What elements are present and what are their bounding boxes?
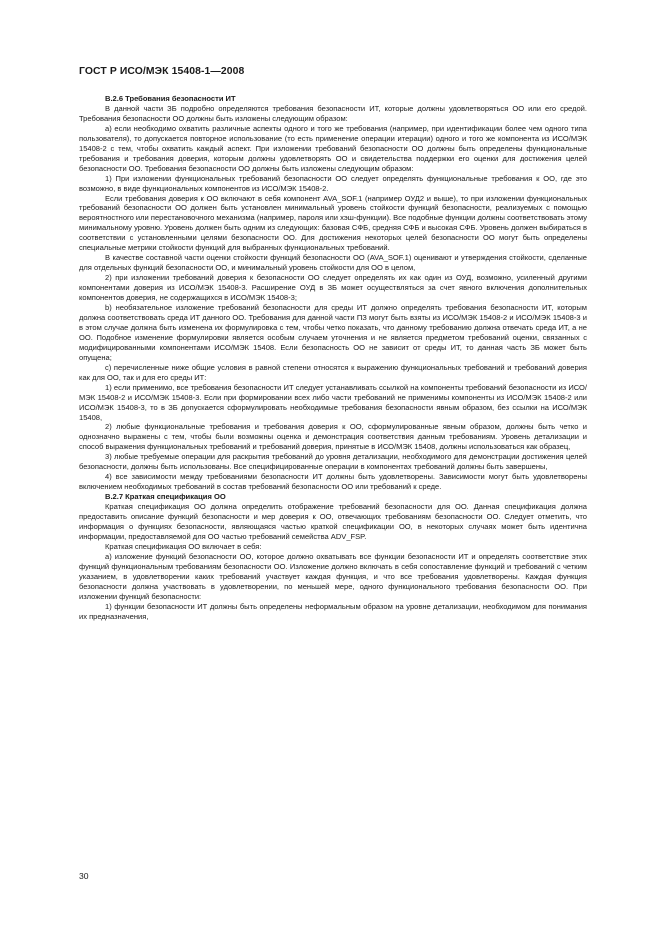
- paragraph: В качестве составной части оценки стойкости функций безопасности ОО (AVA_SOF.1) оценивают и утверждения стойкости, сделанные для отдельных функций безопасности ОО, и минимальный уровень стойкости для ОО в целом,: [79, 253, 587, 273]
- section-heading: B.2.7 Краткая спецификация ОО: [105, 492, 226, 502]
- paragraph: 1) функции безопасности ИТ должны быть определены неформальным образом на уровне детализации, необходимом для понимания их предназначения,: [79, 601, 587, 621]
- paragraph: Краткая спецификация ОО должна определить отображение требований безопасности для ОО. Данная спецификация должна предоставить описание функций безопасности и мер доверия к ОО, отвечающих требованиям безопасности ОО. Следует отметить, что информация о функциях безопасности, являющаяся частью краткой спецификации ОО, в некоторых случаях может быть идентична информации, предоставляемой для ОО частью требований семейства ADV_FSP.: [79, 502, 587, 541]
- paragraph: 1) При изложении функциональных требований безопасности ОО следует определять функциональные требования к ОО, где это возможно, в виде функциональных компонентов из ИСО/МЭК 15408-2.: [79, 173, 587, 193]
- page-number: 30: [79, 871, 89, 881]
- paragraph: b) необязательное изложение требований безопасности для среды ИТ должно определять требования безопасности ИТ, которым должна соответствовать среда ИТ данного ОО. Требования для данной части ПЗ могут быть взяты из ИСО/МЭК 15408-2 и ИСО/МЭК 15408-3 и в этом случае должна быть изменена их формулировка с тем, чтобы четко показать, что данному требованию должна отвечать среда ИТ, а не ОО. Подобное изменение формулировки является особым случаем уточнения и не является предметом требований оценки, связанных с модифицированными компонентами ИСО/МЭК 15408. Если безопасность ОО не зависит от среды ИТ, то данная часть ЗБ может быть опущена;: [79, 303, 587, 362]
- paragraph: 2) любые функциональные требования и требования доверия к ОО, сформулированные явным образом, должны быть четко и однозначно выражены с тем, чтобы были возможны оценка и демонстрация соответствия данным требованиям. Уровень детализации и способ выражения функциональных требований и требований доверия, принятые в ИСО/МЭК 15408, должны использоваться как образец,: [79, 422, 587, 452]
- section-heading: B.2.6 Требования безопасности ИТ: [105, 94, 236, 103]
- paragraph: а) если необходимо охватить различные аспекты одного и того же требования (например, при идентификации более чем одного типа пользователя), то допускается повторное использование (то есть применение операции итерации) одного и того же компонента из ИСО/МЭК 15408-2 с тем, чтобы охватить каждый аспект. При изложении требований безопасности ОО должны быть определены функциональные требования и требования доверия, которым должны удовлетворять ОО и свидетельства поддержки его оценки для достижения целей безопасности ОО. Требования безопасности ОО должны быть изложены следующим образом:: [79, 123, 587, 173]
- paragraph: В данной части ЗБ подробно определяются требования безопасности ИТ, которые должны удовлетворяться ОО или его средой. Требования безопасности ОО должны быть изложены следующим образом:: [79, 103, 587, 123]
- paragraph: 3) любые требуемые операции для раскрытия требований до уровня детализации, необходимого для демонстрации достижения целей безопасности, должны быть использованы. Все специфицированные операции в компонентах требований должны быть завершены,: [79, 452, 587, 472]
- paragraph: Если требования доверия к ОО включают в себя компонент AVA_SOF.1 (например ОУД2 и выше), то при изложении функциональных требований безопасности ОО должен быть установлен минимальный уровень стойкости функций безопасности, реализуемых с помощью вероятностного или перестановочного механизма (например, пароля или хэш-функции). Все подобные функции должны соответствовать этому минимальному уровню. Уровень должен быть одним из следующих: базовая СФБ, средняя СФБ и высокая СФБ. Уровень должен выбираться в соответствии с установленными целями безопасности ОО. Для достижения некоторых целей безопасности ОО могут быть определены специальные метрики стойкости функций для выбранных функциональных требований.: [79, 193, 587, 253]
- paragraph: 1) если применимо, все требования безопасности ИТ следует устанавливать ссылкой на компоненты требований безопасности из ИСО/МЭК 15408-2 и ИСО/МЭК 15408-3. Если при формировании всех либо части требований не применимы компоненты из ИСО/МЭК 15408-2 или ИСО/МЭК 15408-3, то в ЗБ допускается сформулировать необходимые требования безопасности явным образом, без ссылки на ИСО/МЭК 15408,: [79, 382, 587, 422]
- document-header: ГОСТ Р ИСО/МЭК 15408-1—2008: [79, 66, 245, 77]
- paragraph: а) изложение функций безопасности ОО, которое должно охватывать все функции безопасности ИТ и определять соответствие этих функций функциональным требованиям безопасности ОО. Изложение должно включать в себя сопоставление функций и требований с четким указанием, в удовлетворении каких требований участвует каждая функция, и что все требования удовлетворены. Каждая функция безопасности должна участвовать в удовлетворении, по меньшей мере, одного функционального требования безопасности ОО. При изложении функций безопасности:: [79, 551, 587, 601]
- paragraph: с) перечисленные ниже общие условия в равной степени относятся к выражению функциональных требований и требований доверия как для ОО, так и для его среды ИТ:: [79, 362, 587, 382]
- paragraph: Краткая спецификация ОО включает в себя:: [105, 541, 262, 551]
- document-body: [79, 94, 587, 622]
- paragraph: 2) при изложении требований доверия к безопасности ОО следует определять их как один из ОУД, возможно, усиленный другими компонентами доверия из ИСО/МЭК 15408-3. Расширение ОУД в ЗБ может осуществляться за счет явного включения дополнительных компонентов доверия, не содержащихся в ИСО/МЭК 15408-3;: [79, 273, 587, 303]
- paragraph: 4) все зависимости между требованиями безопасности ИТ должны быть удовлетворены. Зависимости могут быть удовлетворены включением необходимых требований в состав требований безопасности ОО или требований к среде.: [79, 472, 587, 492]
